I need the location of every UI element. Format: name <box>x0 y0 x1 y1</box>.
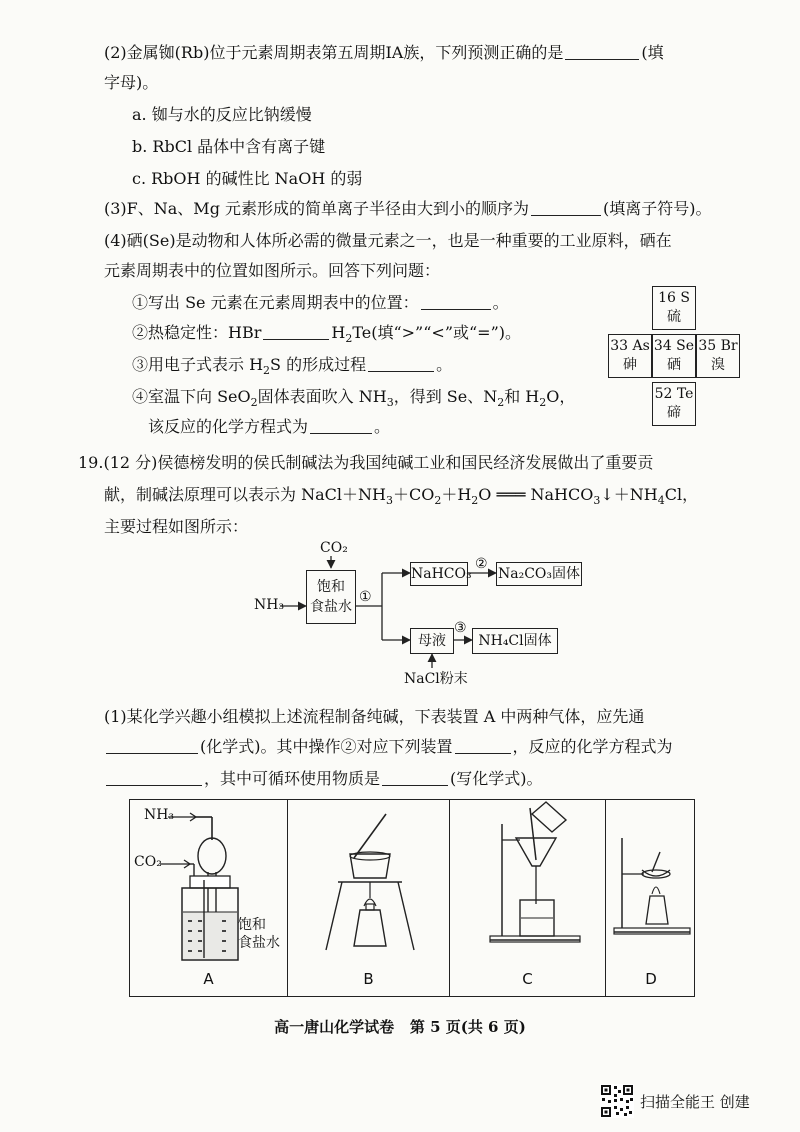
filtration-drawing <box>450 800 606 970</box>
q18-part4-line1: (4)硒(Se)是动物和人体所必需的微量元素之一，也是一种重要的工业原料，硒在 <box>104 231 672 250</box>
apparatus-table <box>129 799 695 997</box>
q18-part4-line2: 元素周期表中的位置如图所示。回答下列问题： <box>104 261 441 280</box>
saturated-brine-box: 饱和 食盐水 <box>306 570 356 624</box>
brine-label: 饱和 食盐水 <box>238 917 280 951</box>
nahco3-box: NaHCO₃ <box>410 562 468 586</box>
q19-line3: 主要过程如图所示： <box>104 517 249 536</box>
answer-blank[interactable] <box>565 43 639 60</box>
element-cell-as: 33 As 砷 <box>608 334 652 378</box>
option-b: b. RbCl 晶体中含有离子键 <box>132 137 326 156</box>
mother-liquor-box: 母液 <box>410 628 454 654</box>
apparatus-b <box>288 800 450 996</box>
co2-inlet-label: CO₂ <box>134 854 162 870</box>
label-d: D <box>645 970 657 988</box>
apparatus-d <box>606 800 696 996</box>
q18-part2-line2: 字母)。 <box>104 73 159 92</box>
apparatus-a <box>130 800 288 996</box>
answer-blank[interactable] <box>382 769 448 786</box>
page-footer <box>0 1016 800 1037</box>
answer-blank[interactable] <box>531 199 601 216</box>
step-2-label: ② <box>475 556 488 572</box>
page-number: 第 5 页(共 6 页) <box>409 1018 526 1036</box>
qr-code-icon <box>600 1084 634 1118</box>
evaporation-drawing <box>606 800 696 970</box>
nacl-powder-label: NaCl粉末 <box>404 671 468 687</box>
answer-blank[interactable] <box>455 737 511 754</box>
crucible-heating-drawing <box>288 800 448 970</box>
q19-part1-line2: (化学式)。其中操作②对应下列装置 ，反应的化学方程式为 <box>104 736 673 758</box>
element-cell-te: 52 Te 碲 <box>652 382 696 426</box>
answer-blank[interactable] <box>421 293 491 310</box>
label-c: C <box>522 970 533 988</box>
exam-title: 高一唐山化学试卷 <box>274 1018 395 1036</box>
sub-question-3: ③用电子式表示 $H_2S$ 的形成过程 。 <box>132 355 453 378</box>
step-3-label: ③ <box>454 620 467 636</box>
element-cell-br: 35 Br 溴 <box>696 334 740 378</box>
label-b: B <box>363 970 374 988</box>
sub-question-4-line2: 该反应的化学方程式为 。 <box>148 417 391 436</box>
q19-line2: 献，制碱法原理可以表示为 $NaCl+NH_3+CO_2+H_2O$ ═══ $NaHCO_3↓+NH_4Cl$， <box>104 485 699 508</box>
answer-blank[interactable] <box>310 417 372 434</box>
sub-question-2: ②热稳定性：HBr $H_2Te$(填“>”“<”或“=”)。 <box>132 323 522 346</box>
sub-question-4: ④室温下向 SeO$_2$固体表面吹入 $NH_3$，得到 Se、$N_2$和 $H_2O$， <box>132 387 576 410</box>
periodic-table-fragment <box>606 286 796 426</box>
option-a: a. 铷与水的反应比钠缓慢 <box>132 105 312 124</box>
element-cell-s: 16 S 硫 <box>652 286 696 330</box>
nh3-label: NH₃ <box>254 597 285 613</box>
q18-part2-line1: (2)金属铷(Rb)位于元素周期表第五周期ⅠA族，下列预测正确的是 (填 <box>104 43 664 62</box>
process-flow-diagram <box>250 540 590 688</box>
q19-part1-line1: (1)某化学兴趣小组模拟上述流程制备纯碱，下表装置 A 中两种气体，应先通 <box>104 707 645 726</box>
answer-blank[interactable] <box>106 737 198 754</box>
nh3-inlet-label: NH₃ <box>144 807 175 823</box>
answer-blank[interactable] <box>263 323 329 340</box>
q19-part1-line3: ，其中可循环使用物质是 (写化学式)。 <box>104 768 543 790</box>
answer-blank[interactable] <box>106 769 202 786</box>
co2-label: CO₂ <box>320 540 348 556</box>
element-cell-se: 34 Se 硒 <box>652 334 696 378</box>
apparatus-c <box>450 800 606 996</box>
answer-blank[interactable] <box>368 355 434 372</box>
na2co3-solid-box: Na₂CO₃固体 <box>496 562 582 586</box>
watermark-text: 扫描全能王 创建 <box>640 1092 750 1111</box>
nh4cl-solid-box: NH₄Cl固体 <box>472 628 558 654</box>
scanner-watermark <box>600 1084 750 1118</box>
step-1-label: ① <box>359 589 372 605</box>
option-c: c. RbOH 的碱性比 NaOH 的弱 <box>132 169 363 188</box>
q19-line1: 19.(12 分)侯德榜发明的侯氏制碱法为我国纯碱工业和国民经济发展做出了重要贡 <box>78 453 654 472</box>
sub-question-1: ①写出 Se 元素在元素周期表中的位置： 。 <box>132 293 509 312</box>
q18-part3: (3)F、Na、Mg 元素形成的简单离子半径由大到小的顺序为 (填离子符号)。 <box>104 199 712 218</box>
label-a: A <box>203 970 214 988</box>
